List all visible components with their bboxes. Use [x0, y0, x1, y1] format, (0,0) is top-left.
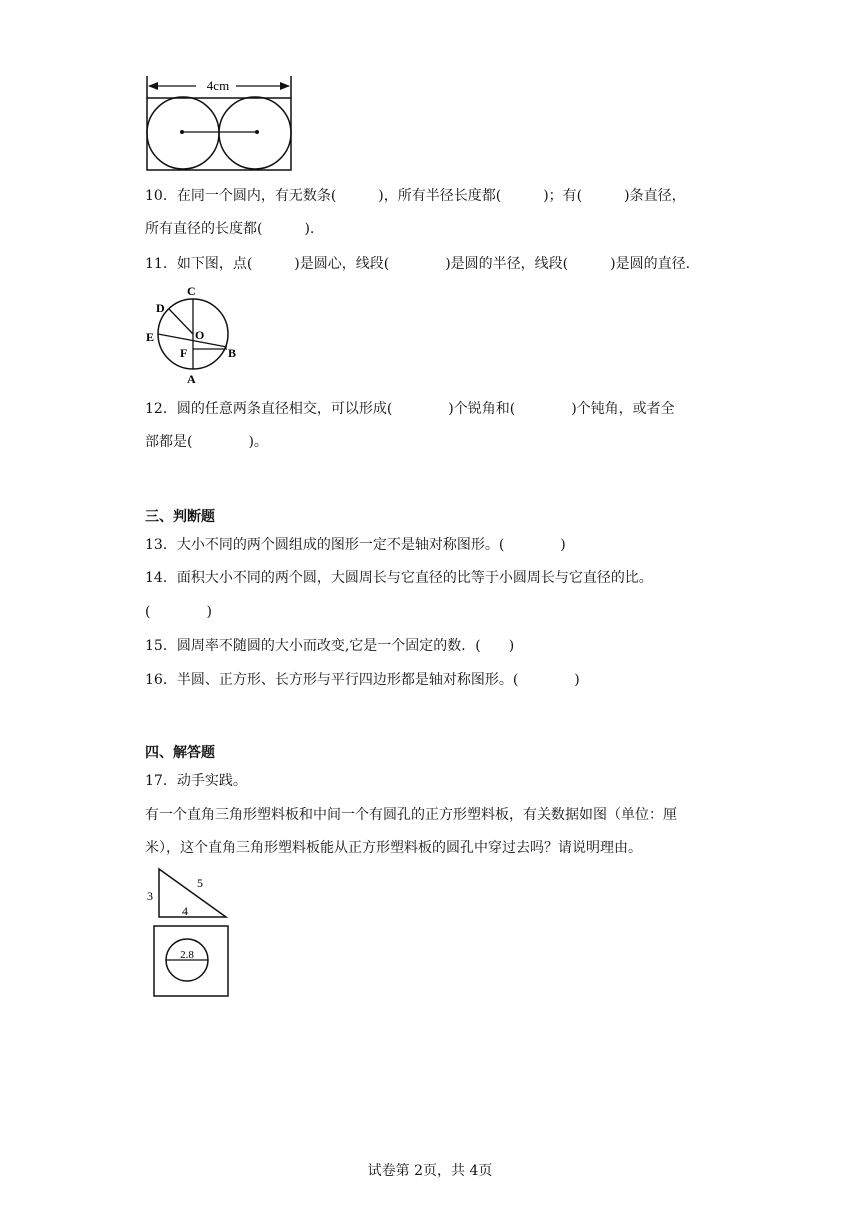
triangle-side-a: 3: [147, 889, 153, 903]
section3-heading: 三、判断题: [145, 509, 215, 525]
q17-line1: 有一个直角三角形塑料板和中间一个有圆孔的正方形塑料板，有关数据如图（单位：厘: [145, 807, 677, 823]
page-footer: 试卷第 2页，共 4页: [367, 1163, 493, 1179]
q16-text: 16．半圆、正方形、长方形与平行四边形都是轴对称图形。( ): [145, 672, 580, 688]
q12-line1: 12．圆的任意两条直径相交，可以形成( )个锐角和( )个钝角，或者全: [145, 401, 675, 417]
label-C: C: [187, 284, 196, 298]
label-O: O: [195, 328, 205, 342]
arrow-right: [280, 82, 290, 90]
q11-line1: 11．如下图，点( )是圆心，线段( )是圆的半径，线段( )是圆的直径.: [145, 256, 691, 272]
circle-points-figure: [142, 284, 242, 388]
label-B: B: [228, 346, 237, 360]
width-label: 4cm: [206, 78, 230, 93]
q17-line2: 米），这个直角三角形塑料板能从正方形塑料板的圆孔中穿过去吗？请说明理由。: [145, 840, 642, 856]
label-A: A: [187, 372, 196, 386]
left-center-dot: [180, 130, 184, 134]
two-circles-figure: [140, 72, 300, 174]
q17-title: 17．动手实践。: [145, 773, 247, 789]
label-F: F: [180, 346, 188, 360]
q12-line2: 部都是( )。: [145, 434, 268, 450]
q15-text: 15．圆周率不随圆的大小而改变,它是一个固定的数．( ): [145, 638, 515, 654]
hole-diameter-label: 2.8: [180, 949, 194, 961]
q14-line2: ( ): [145, 604, 212, 620]
square-plate: [154, 926, 228, 996]
label-D: D: [156, 301, 165, 315]
q13-text: 13．大小不同的两个圆组成的图形一定不是轴对称图形。( ): [145, 537, 566, 553]
right-center-dot: [255, 130, 259, 134]
q10-line1: 10．在同一个圆内，有无数条( )，所有半径长度都( )；有( )条直径，: [145, 188, 686, 204]
right-triangle: [159, 869, 226, 917]
triangle-hypotenuse: 5: [197, 876, 203, 890]
label-E: E: [146, 330, 155, 344]
segment-DO: [169, 309, 193, 334]
q14-line1: 14．面积大小不同的两个圆，大圆周长与它直径的比等于小圆周长与它直径的比。: [145, 570, 653, 586]
q10-line2: 所有直径的长度都( ).: [145, 221, 315, 237]
right-circle: [219, 97, 291, 169]
arrow-left: [148, 82, 158, 90]
triangle-side-b: 4: [182, 904, 188, 918]
triangle-square-figure: [142, 862, 242, 1002]
section4-heading: 四、解答题: [145, 745, 215, 761]
